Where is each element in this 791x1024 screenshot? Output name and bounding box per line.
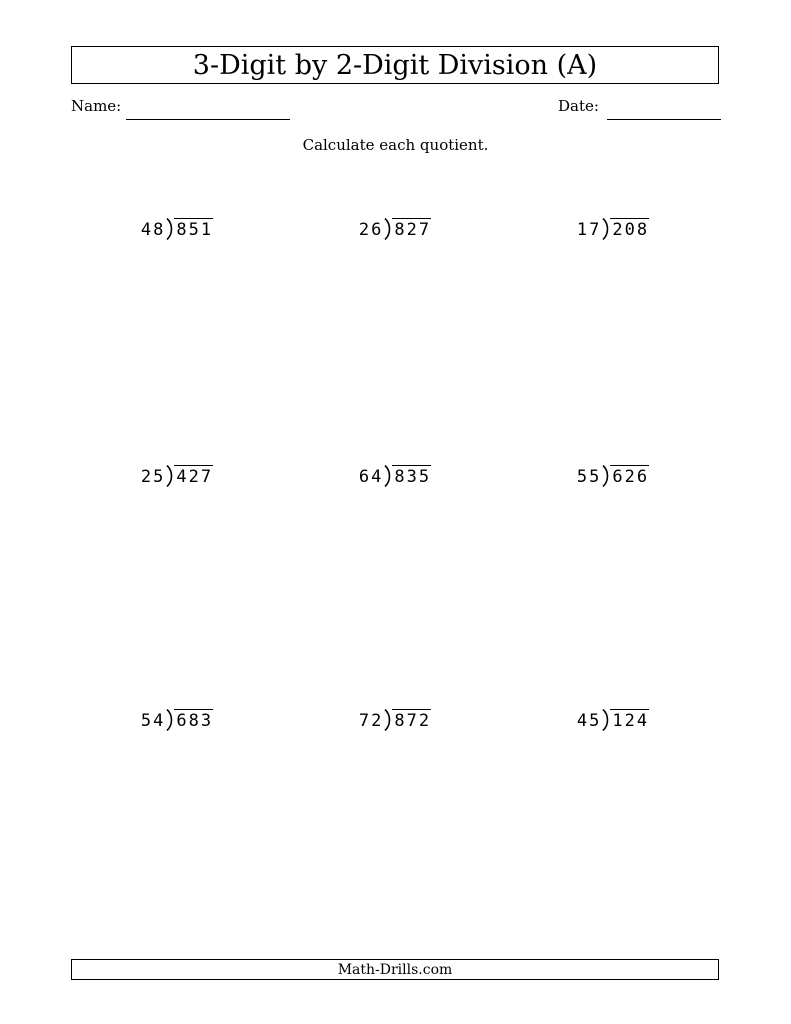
dividend: 208: [612, 220, 650, 240]
division-problem-4: [117, 461, 237, 487]
divisor: 25: [140, 467, 166, 487]
date-field-line: [607, 119, 721, 120]
name-label: Name:: [71, 97, 122, 115]
division-problem-9: [553, 705, 673, 731]
divisor: 48: [140, 220, 166, 240]
long-division-bracket-icon: [166, 465, 174, 487]
dividend: 626: [612, 467, 650, 487]
date-label: Date:: [558, 97, 599, 115]
long-division-bracket-icon: [602, 218, 610, 240]
division-problem-7: [117, 705, 237, 731]
divisor: 26: [358, 220, 384, 240]
division-problem-3: [553, 214, 673, 240]
division-problem-2: [335, 214, 455, 240]
long-division-bracket-icon: [384, 218, 392, 240]
division-problem-6: [553, 461, 673, 487]
dividend: 835: [394, 467, 432, 487]
footer: [71, 959, 719, 980]
divisor: 55: [576, 467, 602, 487]
division-problem-1: [117, 214, 237, 240]
divisor: 45: [576, 711, 602, 731]
division-problem-8: [335, 705, 455, 731]
dividend: 124: [612, 711, 650, 731]
dividend: 427: [176, 467, 214, 487]
footer-site-name: Math-Drills.com: [337, 961, 453, 978]
long-division-bracket-icon: [166, 218, 174, 240]
long-division-bracket-icon: [166, 709, 174, 731]
long-division-bracket-icon: [602, 709, 610, 731]
name-field-line: [126, 119, 290, 120]
divisor: 64: [358, 467, 384, 487]
dividend: 683: [176, 711, 214, 731]
dividend: 851: [176, 220, 214, 240]
long-division-bracket-icon: [384, 709, 392, 731]
division-problem-5: [335, 461, 455, 487]
long-division-bracket-icon: [384, 465, 392, 487]
long-division-bracket-icon: [602, 465, 610, 487]
worksheet-title: [71, 46, 719, 84]
divisor: 72: [358, 711, 384, 731]
instructions: Calculate each quotient.: [302, 136, 489, 154]
dividend: 827: [394, 220, 432, 240]
worksheet-title-text: 3-Digit by 2-Digit Division (A): [192, 49, 598, 81]
dividend: 872: [394, 711, 432, 731]
divisor: 54: [140, 711, 166, 731]
divisor: 17: [576, 220, 602, 240]
